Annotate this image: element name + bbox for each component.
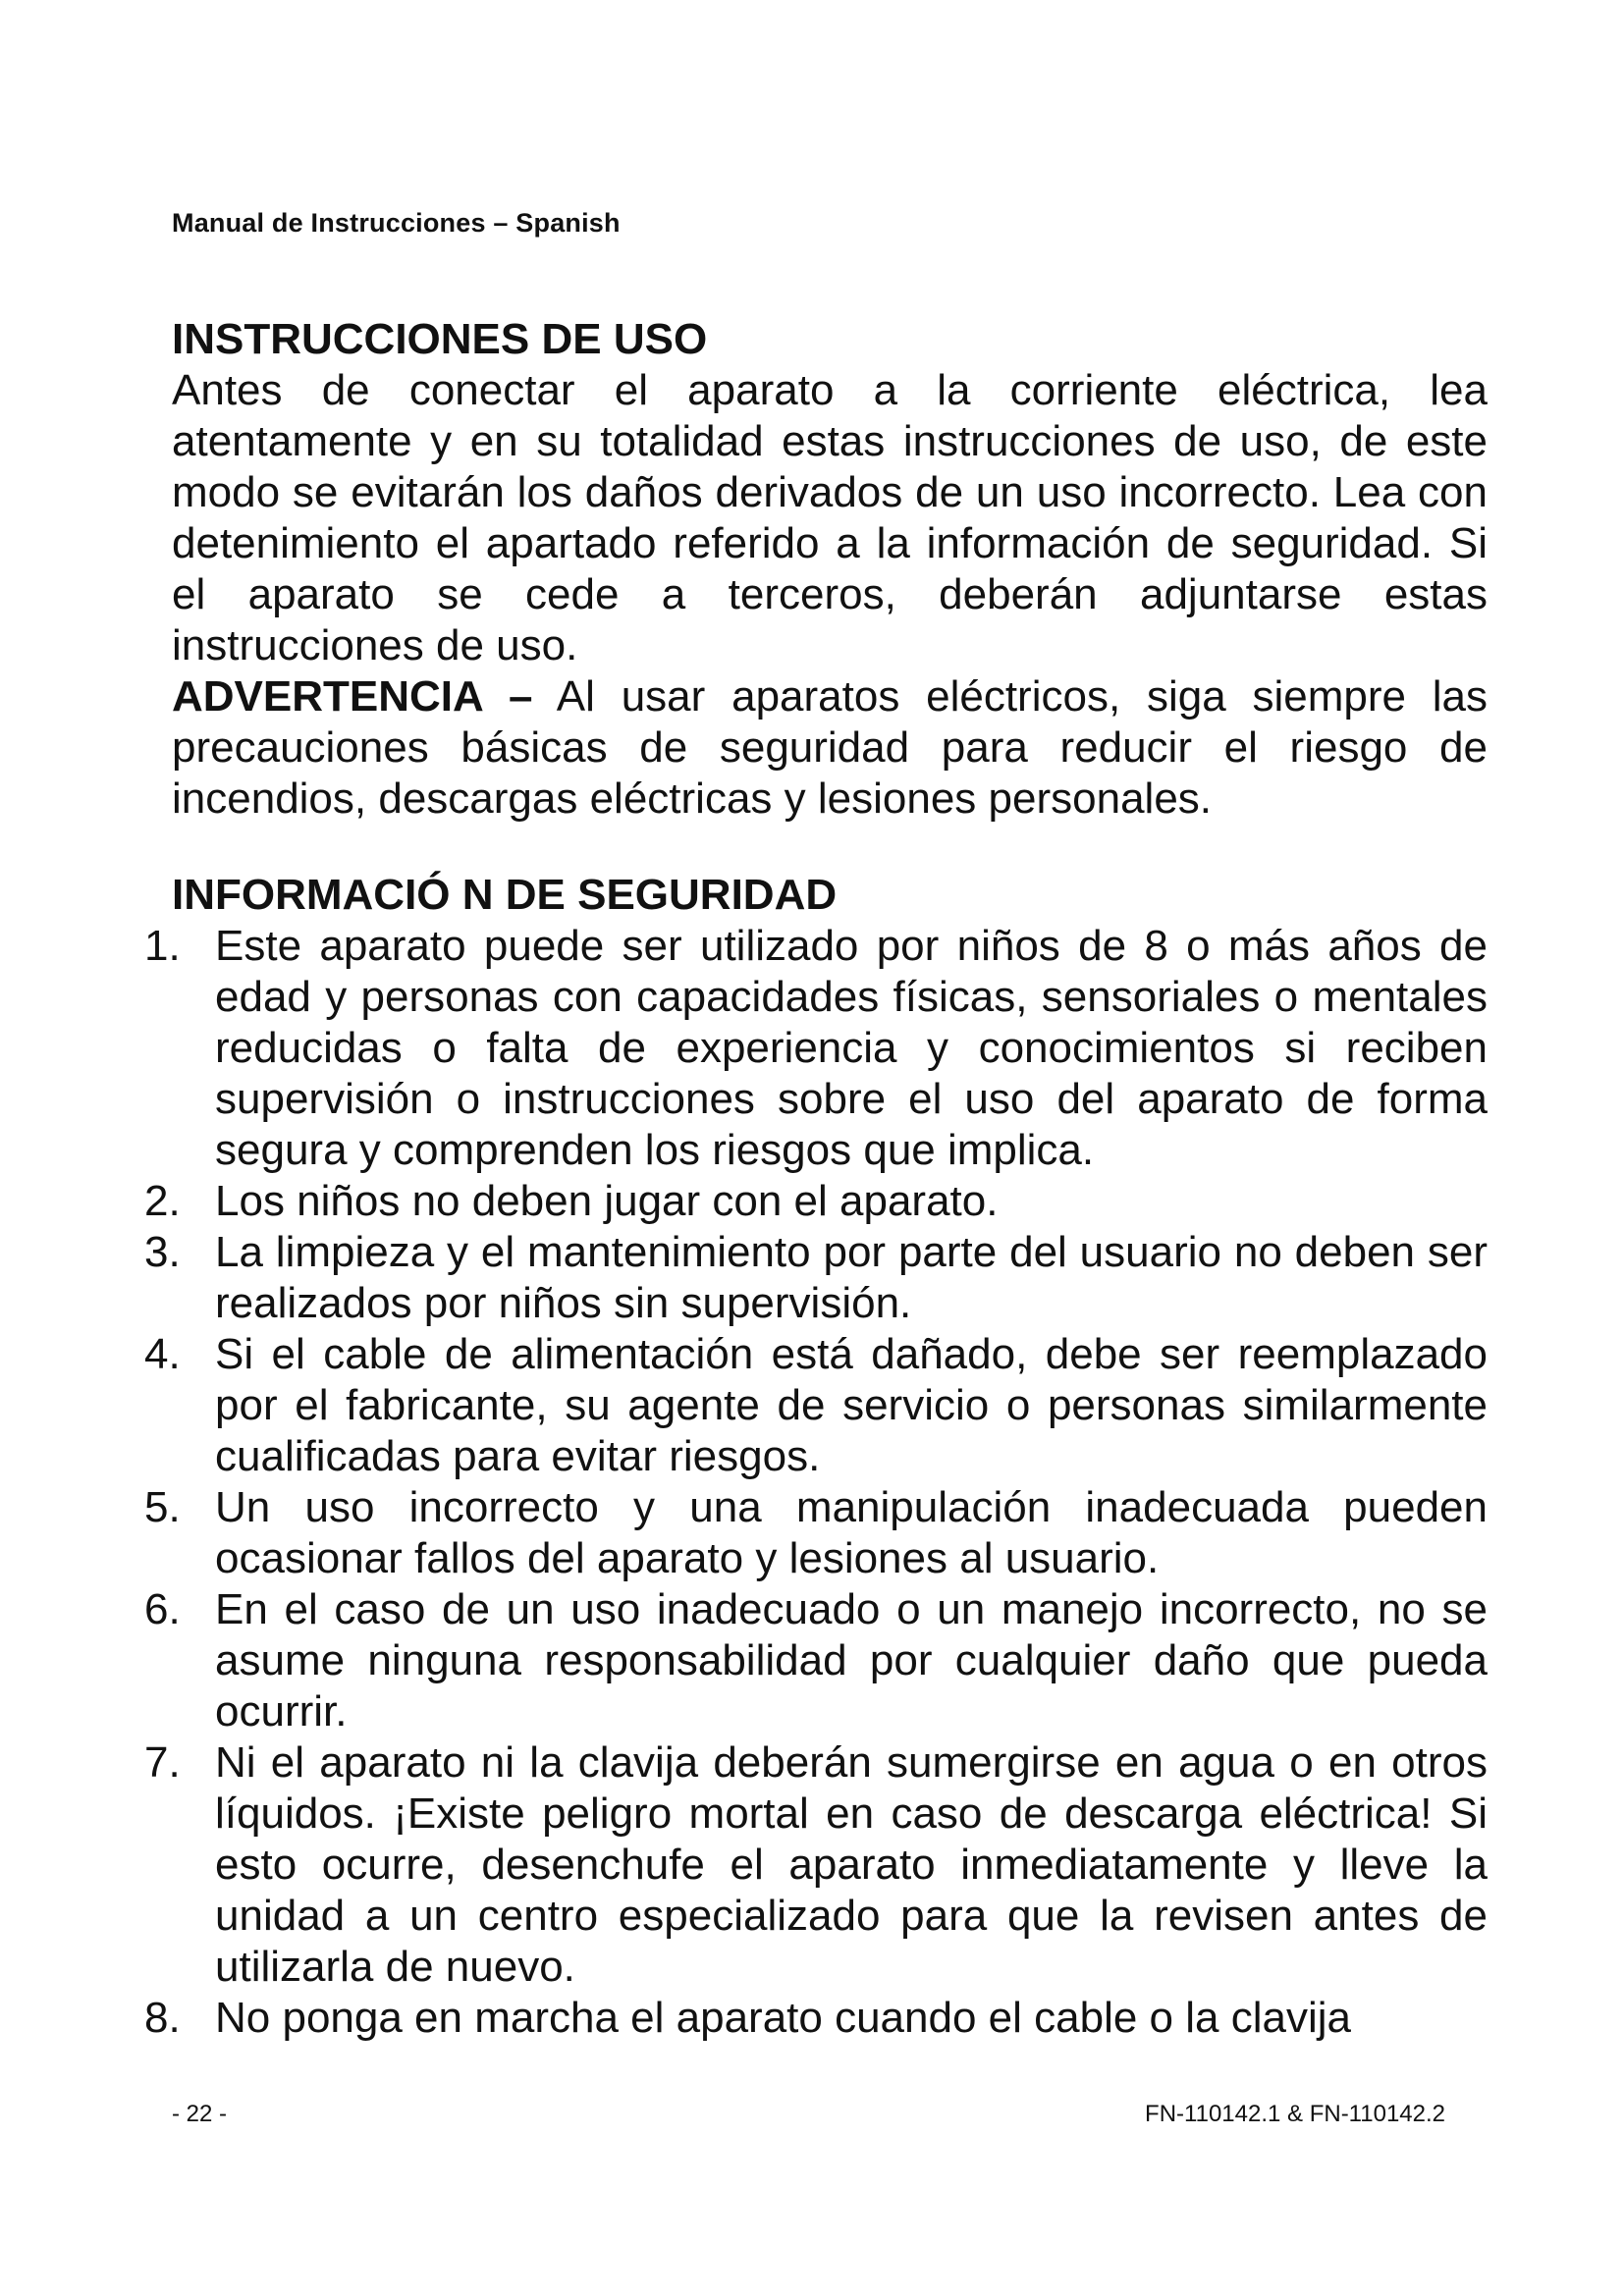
list-item xyxy=(144,1737,1488,1993)
list-item-number: 2. xyxy=(144,1177,181,1225)
list-item xyxy=(144,1482,1488,1584)
list-item xyxy=(144,1993,1488,2044)
document-content xyxy=(144,314,1488,2044)
page-number: - 22 - xyxy=(172,2101,228,2127)
list-item-number: 8. xyxy=(144,1994,181,2042)
warning-text: Al usar aparatos eléctricos, siga siempre las precauciones básicas de seguridad para reducir el riesgo de incendios, descargas eléctricas y lesiones personales. xyxy=(172,672,1488,823)
section-heading-safety: INFORMACIÓ N DE SEGURIDAD xyxy=(172,871,838,919)
warning-paragraph xyxy=(172,671,1488,825)
document-header: Manual de Instrucciones – Spanish xyxy=(172,208,621,238)
list-item-text: No ponga en marcha el aparato cuando el cable o la clavija xyxy=(215,1994,1351,2042)
list-item xyxy=(144,1176,1488,1227)
list-item-text: La limpieza y el mantenimiento por parte del usuario no deben ser realizados por niños sin supervisión. xyxy=(215,1228,1488,1327)
list-item-text: Un uso incorrecto y una manipulación inadecuada pueden ocasionar fallos del aparato y lesiones al usuario. xyxy=(215,1483,1488,1582)
list-item-text: En el caso de un uso inadecuado o un manejo incorrecto, no se asume ninguna responsabilidad por cualquier daño que pueda ocurrir. xyxy=(215,1585,1488,1735)
list-item-number: 7. xyxy=(144,1738,181,1787)
list-item-number: 4. xyxy=(144,1330,181,1378)
list-item-text: Los niños no deben jugar con el aparato. xyxy=(215,1177,999,1225)
list-item-text: Este aparato puede ser utilizado por niños de 8 o más años de edad y personas con capacidades físicas, sensoriales o mentales reducidas o falta de experiencia y conocimientos si reciben supervisión o instrucciones sobre el uso del aparato de forma segura y comprenden los riesgos que implica. xyxy=(215,922,1488,1174)
instructions-paragraph: Antes de conectar el aparato a la corriente eléctrica, lea atentamente y en su totalidad estas instrucciones de uso, de este modo se evitarán los daños derivados de un uso incorrecto. Lea con detenimiento el apartado referido a la información de seguridad. Si el aparato se cede a terceros, deberán adjuntarse estas instrucciones de uso. xyxy=(172,366,1488,669)
list-item xyxy=(144,921,1488,1176)
list-item xyxy=(144,1584,1488,1737)
section-heading-instructions: INSTRUCCIONES DE USO xyxy=(172,315,708,363)
safety-list xyxy=(144,921,1488,2044)
list-item-number: 6. xyxy=(144,1585,181,1633)
model-number: FN-110142.1 & FN-110142.2 xyxy=(1145,2101,1445,2127)
list-item-number: 1. xyxy=(144,922,181,970)
list-item xyxy=(144,1227,1488,1329)
list-item-number: 3. xyxy=(144,1228,181,1276)
list-item xyxy=(144,1329,1488,1482)
list-item-text: Ni el aparato ni la clavija deberán sumergirse en agua o en otros líquidos. ¡Existe peligro mortal en caso de descarga eléctrica! Si esto ocurre, desenchufe el aparato inmediatamente y lleve la unidad a un centro especializado para que la revisen antes de utilizarla de nuevo. xyxy=(215,1738,1488,1991)
list-item-text: Si el cable de alimentación está dañado, debe ser reemplazado por el fabricante, su agente de servicio o personas similarmente cualificadas para evitar riesgos. xyxy=(215,1330,1488,1480)
list-item-number: 5. xyxy=(144,1483,181,1531)
warning-label: ADVERTENCIA – xyxy=(172,672,533,721)
